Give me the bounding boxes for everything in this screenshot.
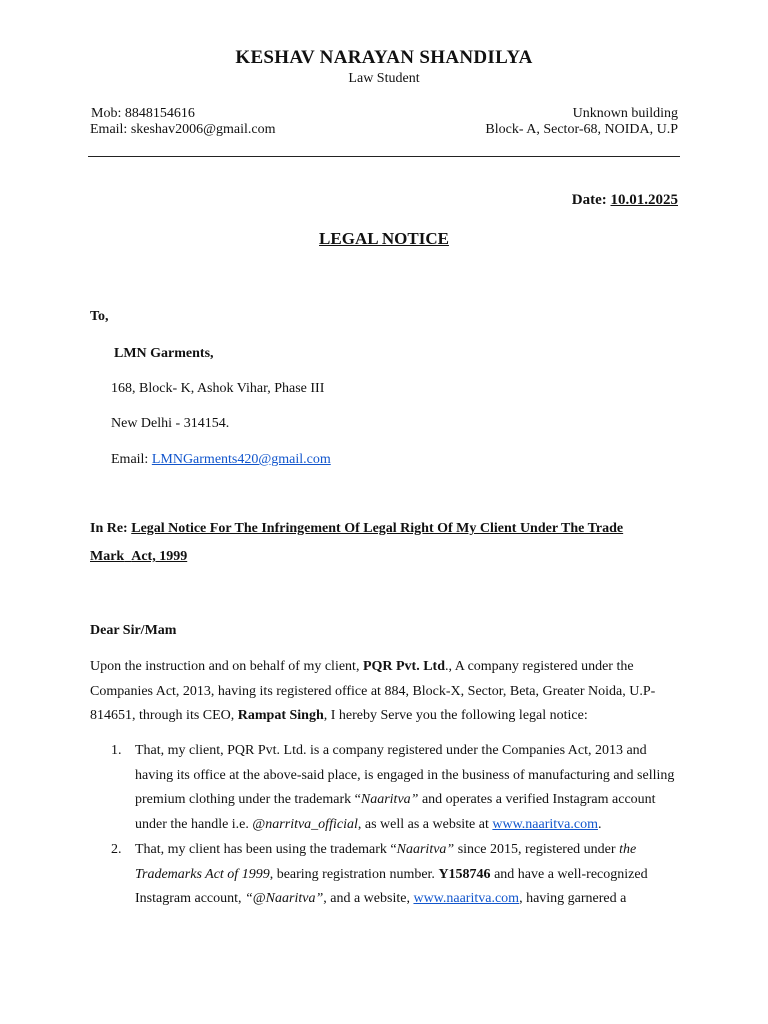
- point-1-handle: narritva_official: [265, 817, 358, 833]
- point-2-part-2: since 2015, registered under: [454, 842, 620, 857]
- intro-text-2: ., A company registered under the Companies Act, 2013, having its registered office at 884, Block-X, Sector, Beta, Greater Noida, U.P-814651, through its CEO,: [90, 659, 656, 724]
- point-1-website-link[interactable]: www.naaritva.com: [492, 817, 598, 833]
- point-2-registration-number: Y158746: [438, 866, 491, 882]
- point-2-part-1: That, my client has been using the trademark “: [135, 842, 397, 857]
- client-name: PQR Pvt. Ltd: [362, 659, 446, 674]
- date-label: Date:: [571, 192, 607, 208]
- sender-address-line1: Unknown building: [572, 106, 678, 121]
- point-2-number: 2.: [111, 842, 122, 857]
- subject-label: In Re:: [90, 521, 128, 536]
- point-1-part-3: , as well as a website at: [357, 817, 493, 833]
- point-1-part-2: and operates a verified Instagram account under the handle i.e. @: [135, 792, 656, 833]
- point-1-trademark: Naaritva”: [360, 792, 419, 808]
- subject-text-line1: Legal Notice For The Infringement Of Legal Right Of My Client Under The Trade: [131, 521, 624, 536]
- recipient-email: [111, 452, 331, 468]
- salutation: Dear Sir/Mam: [90, 623, 177, 638]
- sender-role: Law Student: [348, 71, 420, 86]
- to-label: To,: [90, 309, 109, 324]
- point-1-part-4: .: [597, 817, 602, 833]
- point-2-website-link[interactable]: www.naaritva.com: [413, 891, 520, 907]
- point-1-text: [135, 739, 680, 838]
- intro-paragraph: [90, 655, 680, 729]
- sender-address-line2: Block- A, Sector-68, NOIDA, U.P: [485, 122, 678, 137]
- subject-line2: [90, 549, 187, 565]
- point-2-part-5: , and a website,: [323, 891, 414, 907]
- recipient-name: LMN Garments,: [114, 346, 214, 361]
- point-2-instagram: “@Naaritva”: [245, 891, 324, 907]
- point-2-part-3: , bearing registration number.: [269, 866, 439, 882]
- point-2-text: [135, 838, 680, 912]
- subject-text-line2b: Act, 1999: [131, 549, 188, 564]
- recipient-address-line1: 168, Block- K, Ashok Vihar, Phase III: [111, 381, 325, 396]
- intro-text-1: Upon the instruction and on behalf of my client,: [90, 659, 363, 674]
- point-2-trademark: Naaritva”: [396, 842, 455, 857]
- sender-mobile: Mob: 8848154616: [91, 106, 195, 121]
- intro-text-3: , I hereby Serve you the following legal notice:: [323, 708, 588, 724]
- point-2-part-4: and have a well-recognized Instagram account,: [135, 866, 648, 907]
- ceo-name: Rampat Singh: [237, 708, 324, 724]
- subject-text-line2a: Mark: [90, 549, 125, 564]
- recipient-address-line2: New Delhi - 314154.: [111, 416, 230, 431]
- recipient-email-label: Email:: [111, 452, 152, 467]
- subject-line1: [90, 521, 623, 537]
- point-2-part-6: , having garnered a: [519, 891, 627, 907]
- point-2-act: the Trademarks Act of 1999: [135, 842, 637, 882]
- point-1-part-1: That, my client, PQR Pvt. Ltd. is a company registered under the Companies Act, 2013 and having its office at the above-said place, is engaged in the business of manufacturing and selling premium clothing under the trademark “: [135, 743, 675, 808]
- date-value: 10.01.2025: [610, 192, 678, 208]
- notice-title: LEGAL NOTICE: [319, 229, 449, 248]
- sender-email: Email: skeshav2006@gmail.com: [90, 122, 276, 137]
- point-1-number: 1.: [111, 743, 122, 758]
- header-divider: [88, 156, 680, 157]
- notice-date: [572, 192, 678, 209]
- recipient-email-link[interactable]: LMNGarments420@gmail.com: [151, 452, 331, 467]
- sender-name: KESHAV NARAYAN SHANDILYA: [235, 47, 533, 68]
